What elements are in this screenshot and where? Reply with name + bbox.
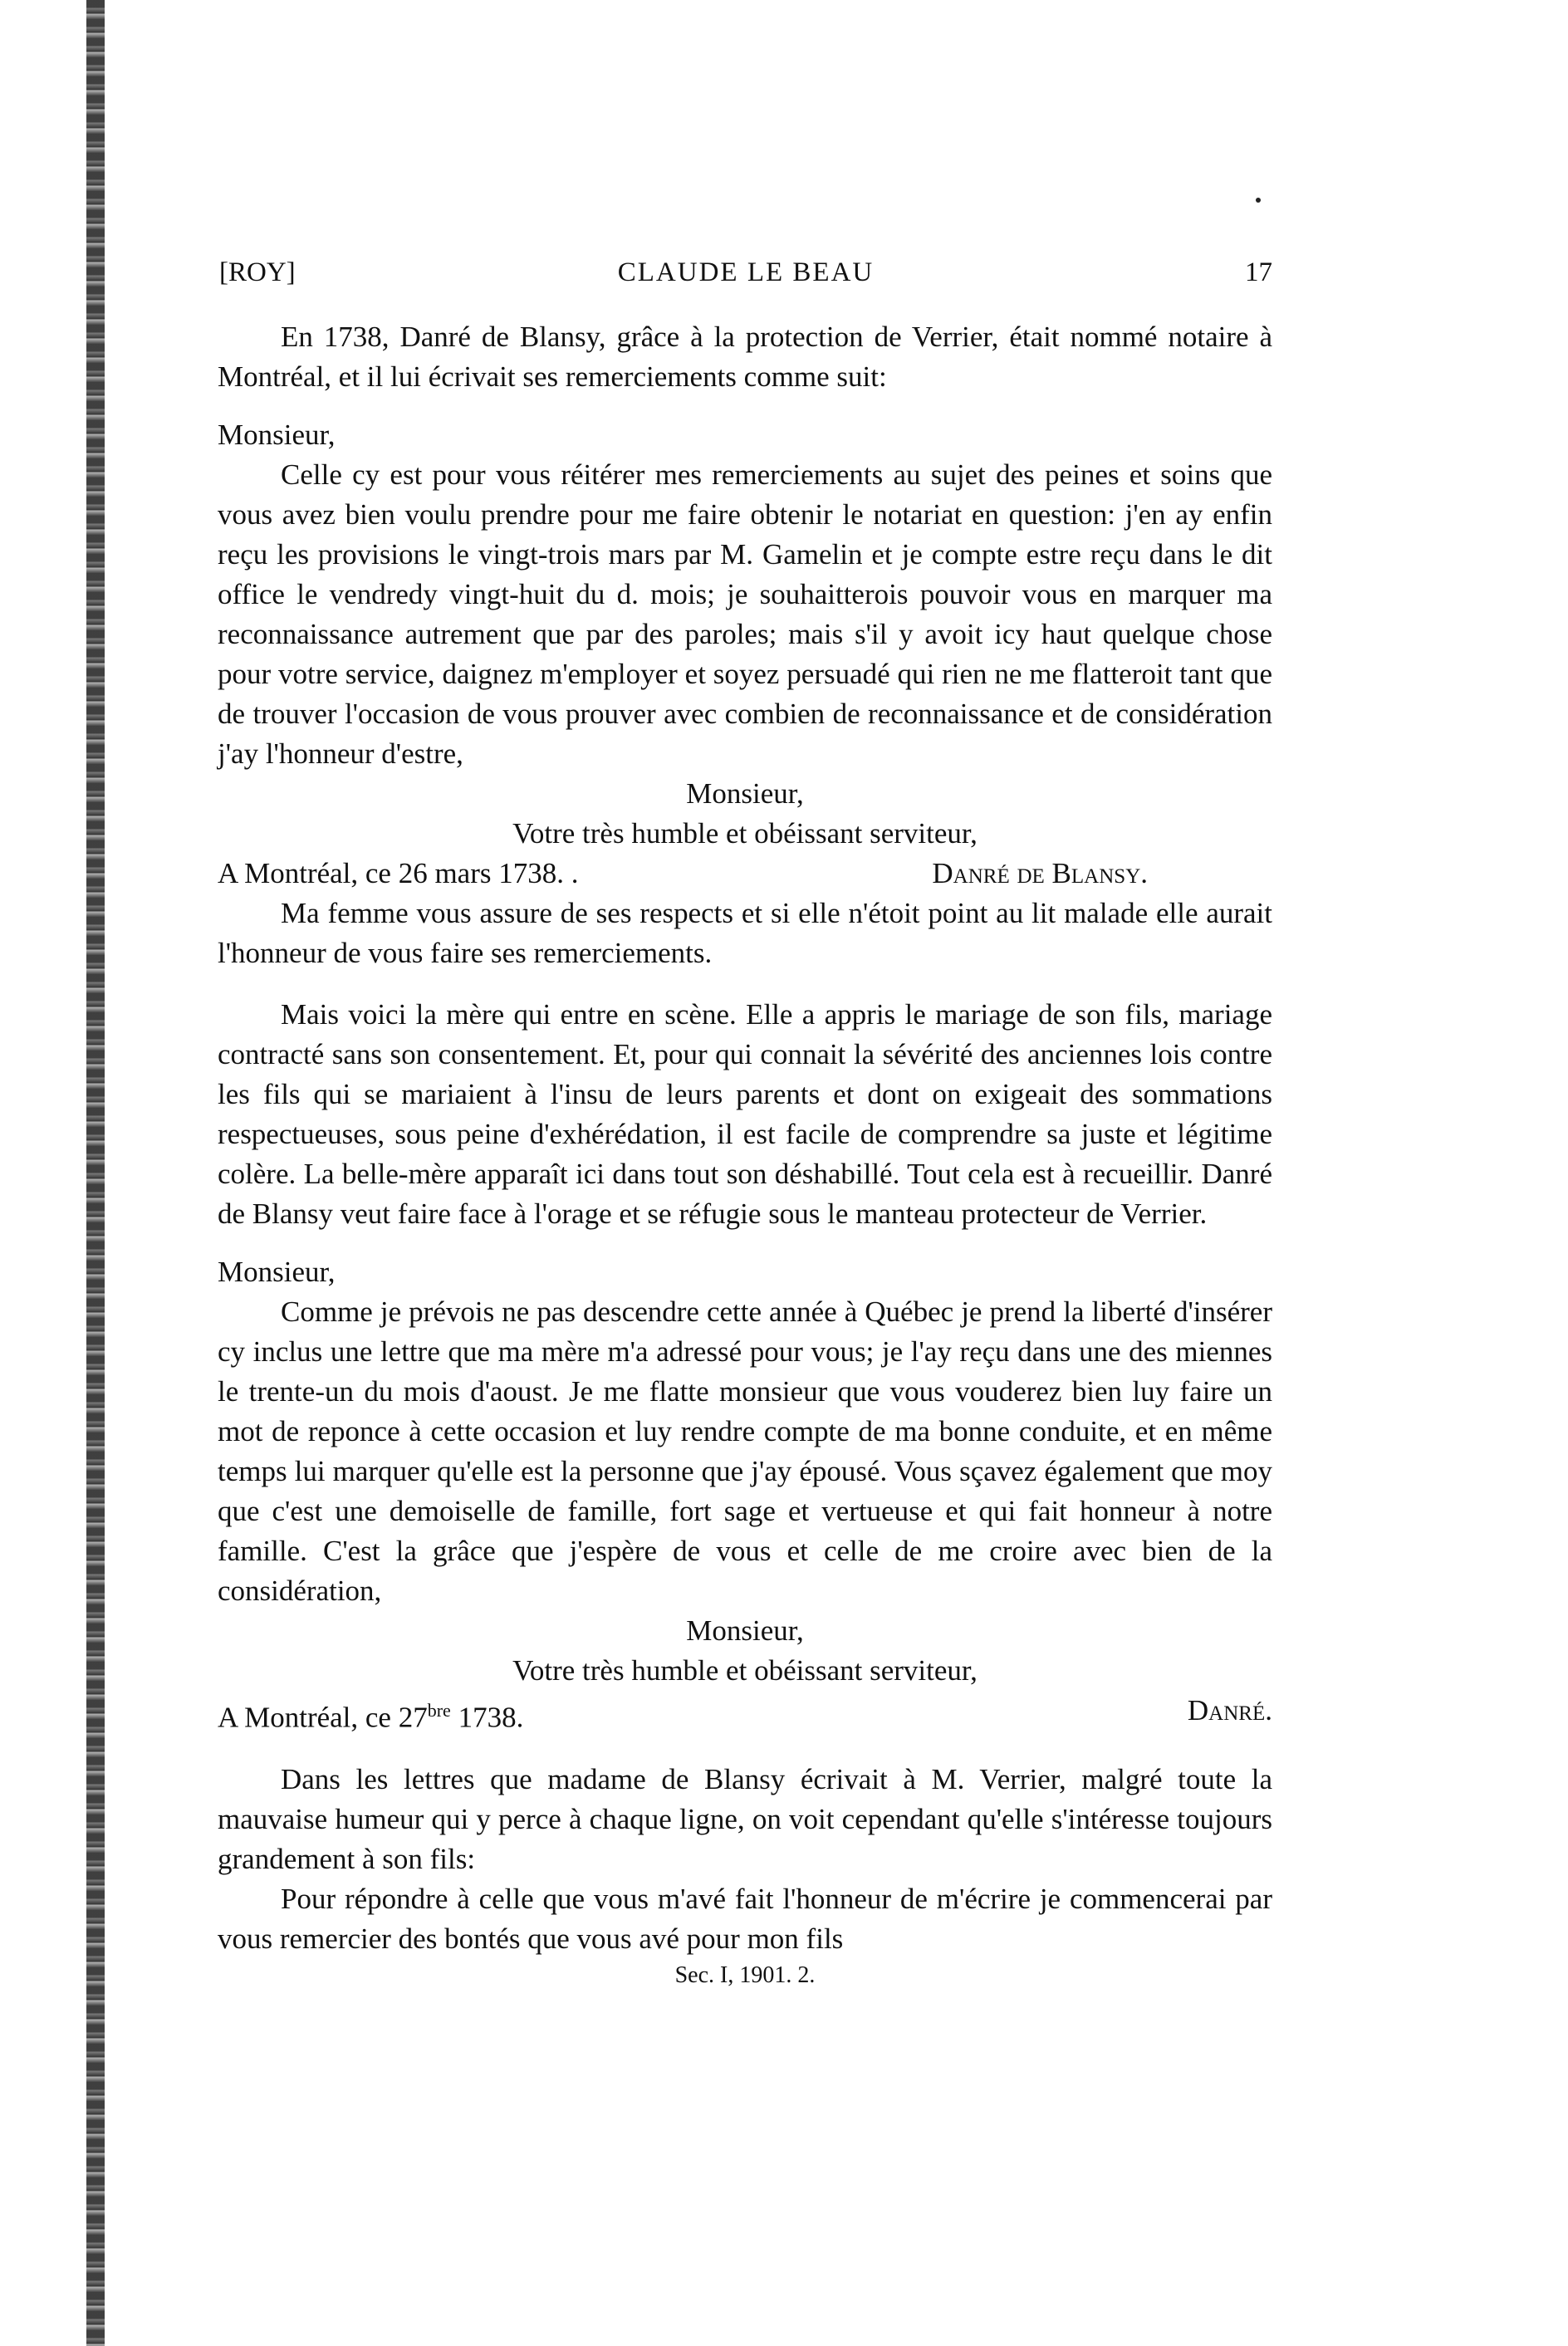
- letter2-date-superscript: bre: [427, 1700, 451, 1721]
- letter2-salutation: Monsieur,: [218, 1256, 336, 1288]
- letter1-signature-line: [218, 854, 1272, 894]
- narrative-paragraph: Mais voici la mère qui entre en scène. Elle a appris le mariage de son fils, mariage contracté sans son consentement. Et, pour qui connait la sévérité des anciennes lois contre les fils qui se mariaient à l'insu de leurs parents et dont on exigeait des sommations respectueuses, sous peine d'exhérédation, il est facile de comprendre sa juste et légitime colère. La belle-mère apparaît ici dans tout son déshabillé. Tout cela est à recueillir. Danré de Blansy veut faire face à l'orage et se réfugie sous le manteau protecteur de Verrier.: [218, 998, 1272, 1230]
- letter1-postscript: Ma femme vous assure de ses respects et si elle n'étoit point au lit malade elle aurait l'honneur de vous faire ses remerciements.: [218, 897, 1272, 969]
- letter2-place-date: [218, 1691, 523, 1738]
- narrative2-paragraph: Dans les lettres que madame de Blansy écrivait à M. Verrier, malgré toute la mauvaise humeur qui y perce à chaque ligne, on voit cependant qu'elle s'intéresse toujours grandement à son fils:: [218, 1762, 1272, 1875]
- letter1-signature: Danré de Blansy.: [932, 857, 1148, 889]
- letter1-closing: Votre très humble et obéissant serviteur,: [512, 817, 978, 850]
- letter1-closing-salutation: Monsieur,: [686, 777, 804, 810]
- header-section-tag: [ROY]: [219, 257, 296, 287]
- letter2-signature-line: [218, 1691, 1272, 1738]
- running-title: CLAUDE LE BEAU: [617, 257, 875, 287]
- letter2-place-date-text: A Montréal, ce 27: [218, 1701, 428, 1734]
- running-header: [219, 257, 1272, 294]
- quoted-letter-start: Pour répondre à celle que vous m'avé fait l'honneur de m'écrire je commencerai par vous remercier des bontés que vous avé pour mon fils: [218, 1882, 1272, 1955]
- page-footer-signature: Sec. I, 1901. 2.: [674, 1962, 816, 1988]
- letter2-signature: Danré.: [1187, 1694, 1272, 1726]
- letter2-closing: Votre très humble et obéissant serviteur,: [512, 1654, 978, 1687]
- letter1-place-date: A Montréal, ce 26 mars 1738. .: [218, 857, 579, 889]
- intro-paragraph: En 1738, Danré de Blansy, grâce à la protection de Verrier, était nommé notaire à Montréal, et il lui écrivait ses remerciements comme suit:: [218, 321, 1272, 393]
- scan-speck: [1256, 198, 1261, 203]
- page-number: 17: [1245, 257, 1272, 287]
- page-body: [218, 317, 1272, 1992]
- letter2-date-year: 1738.: [450, 1701, 524, 1734]
- letter1-body: Celle cy est pour vous réitérer mes remerciements au sujet des peines et soins que vous avez bien voulu prendre pour me faire obtenir le notariat en question: j'en ay enfin reçu les provisions le vingt-trois mars par M. Gamelin et je compte estre reçu dans le dit office le vendredy vingt-huit du d. mois; je souhaitterois pouvoir vous en marquer ma reconnaissance autrement que par des paroles; mais s'il y avoit icy haut quelque chose pour votre service, daignez m'employer et soyez persuadé qui rien ne me flatteroit tant que de trouver l'occasion de vous prouver avec combien de reconnaissance et de considération j'ay l'honneur d'estre,: [218, 458, 1272, 770]
- letter2-closing-salutation: Monsieur,: [686, 1614, 804, 1647]
- letter1-salutation: Monsieur,: [218, 419, 336, 451]
- page-binding-edge: [86, 0, 105, 2346]
- letter2-body: Comme je prévois ne pas descendre cette année à Québec je prend la liberté d'insérer cy inclus une lettre que ma mère m'a adressé pour vous; je l'ay reçu dans une des miennes le trente-un du mois d'aoust. Je me flatte monsieur que vous vouderez bien luy faire un mot de reponce à cette occasion et luy rendre compte de ma bonne conduite, et en même temps lui marquer qu'elle est la personne que j'ay épousé. Vous sçavez également que moy que c'est une demoiselle de famille, fort sage et vertueuse et qui fait honneur à notre famille. C'est la grâce que j'espère de vous et celle de me croire avec bien de la considération,: [218, 1295, 1272, 1607]
